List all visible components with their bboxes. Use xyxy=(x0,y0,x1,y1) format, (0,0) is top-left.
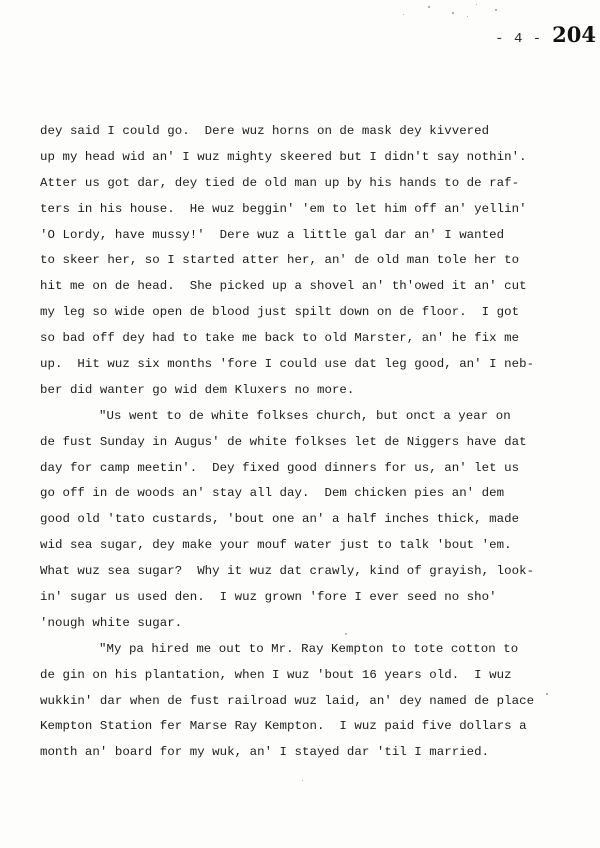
text-line: de gin on his plantation, when I wuz 'bout 16 years old. I wuz xyxy=(40,667,512,682)
scan-speck xyxy=(403,14,404,15)
text-line: "Us went to de white folkses church, but onct a year on xyxy=(99,408,511,423)
text-line: up. Hit wuz six months 'fore I could use dat leg good, an' I neb- xyxy=(40,357,535,372)
text-line: so bad off dey had to take me back to old Marster, an' he fix me xyxy=(40,331,520,346)
text-line: "My pa hired me out to Mr. Ray Kempton to tote cotton to xyxy=(99,641,519,656)
text-line: ters in his house. He wuz beggin' 'em to let him off an' yellin' xyxy=(40,201,527,216)
paragraph-kluxers xyxy=(40,119,596,404)
text-line: wid sea sugar, dey make your mouf water just to talk 'bout 'em. xyxy=(40,538,512,553)
scan-speck xyxy=(345,633,347,635)
body-text xyxy=(40,119,596,766)
scan-speck xyxy=(302,780,303,781)
text-line: Atter us got dar, dey tied de old man up by his hands to de raf- xyxy=(40,175,520,190)
text-line: ber did wanter go wid dem Kluxers no more. xyxy=(40,382,355,397)
text-line: What wuz sea sugar? Why it wuz dat crawly, kind of grayish, look- xyxy=(40,564,535,579)
scan-speck xyxy=(476,4,477,5)
text-line: de fust Sunday in Augus' de white folkses let de Niggers have dat xyxy=(40,434,527,449)
scan-speck xyxy=(428,6,430,8)
text-line: my leg so wide open de blood just spilt down on de floor. I got xyxy=(40,305,520,320)
text-line: good old 'tato custards, 'bout one an' a half inches thick, made xyxy=(40,512,520,527)
scan-speck xyxy=(495,9,497,11)
text-line: month an' board for my wuk, an' I stayed dar 'til I married. xyxy=(40,745,490,760)
text-line: wukkin' dar when de fust railroad wuz laid, an' dey named de place xyxy=(40,693,535,708)
text-line: 'nough white sugar. xyxy=(40,615,183,630)
typed-page-number: - 4 - xyxy=(495,31,543,47)
text-line: dey said I could go. Dere wuz horns on de mask dey kivvered xyxy=(40,124,490,138)
scan-speck xyxy=(452,12,454,14)
paragraph-camp-meeting xyxy=(40,404,596,637)
text-line: in' sugar us used den. I wuz grown 'fore I ever seed no sho' xyxy=(40,590,497,605)
text-line: Kempton Station fer Marse Ray Kempton. I wuz paid five dollars a xyxy=(40,719,527,734)
scan-speck xyxy=(467,16,468,17)
text-line: to skeer her, so I started atter her, an' de old man tole her to xyxy=(40,253,520,268)
page-header xyxy=(495,22,596,47)
text-line: day for camp meetin'. Dey fixed good dinners for us, an' let us xyxy=(40,460,520,475)
paragraph-kempton-station xyxy=(40,637,596,766)
stamped-page-number: 204 xyxy=(552,22,596,47)
text-line: 'O Lordy, have mussy!' Dere wuz a little gal dar an' I wanted xyxy=(40,227,505,242)
text-line: go off in de woods an' stay all day. Dem chicken pies an' dem xyxy=(40,486,505,501)
text-line: hit me on de head. She picked up a shovel an' th'owed it an' cut xyxy=(40,279,527,294)
text-line: up my head wid an' I wuz mighty skeered but I didn't say nothin'. xyxy=(40,149,527,164)
scan-speck xyxy=(546,693,548,695)
